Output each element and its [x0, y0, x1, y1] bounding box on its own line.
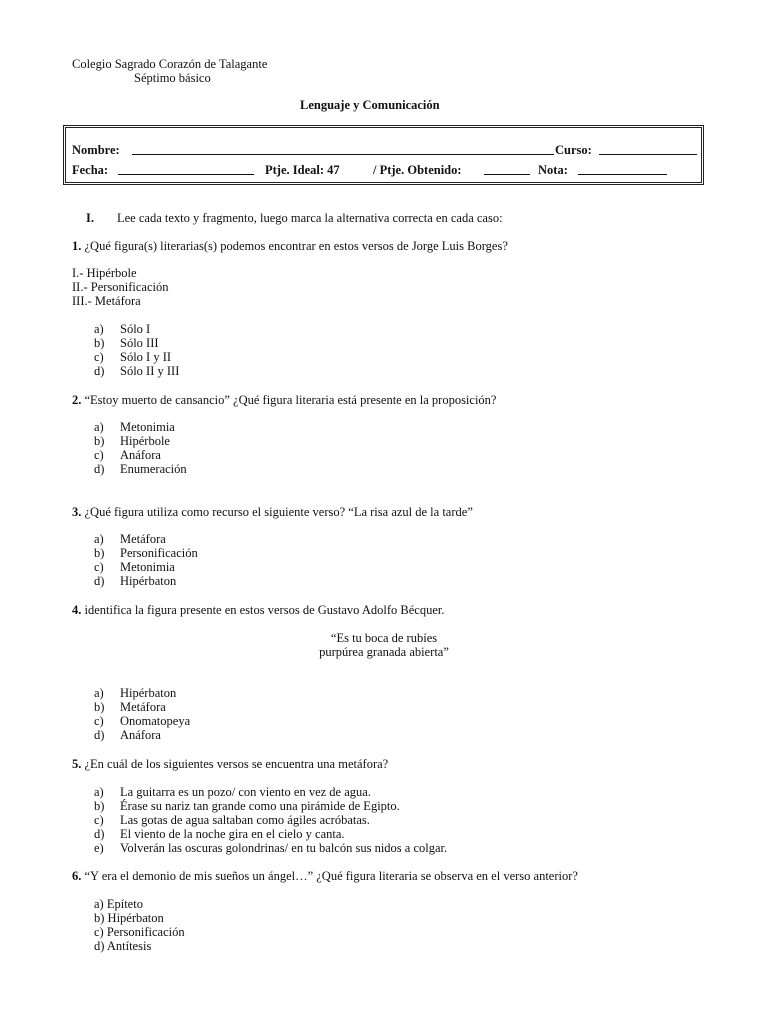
option-letter: b)	[94, 700, 105, 714]
answer-option[interactable]	[94, 700, 166, 714]
question-6	[72, 869, 578, 883]
option-text: Hipérbaton	[107, 911, 164, 925]
question-3	[72, 505, 473, 519]
option-text: Sólo I	[120, 322, 151, 336]
option-letter: b)	[94, 434, 105, 448]
answer-option[interactable]	[94, 364, 179, 378]
answer-option[interactable]	[94, 714, 190, 728]
question-number: 3.	[72, 505, 82, 519]
option-text: Metonimia	[120, 420, 175, 434]
question-text: ¿En cuál de los siguientes versos se encuentra una metáfora?	[84, 757, 389, 771]
ptje-obtenido-label: / Ptje. Obtenido:	[373, 163, 462, 177]
question-1	[72, 239, 508, 253]
answer-option[interactable]	[94, 925, 185, 939]
ptje-ideal: Ptje. Ideal: 47	[265, 163, 340, 177]
option-letter: a)	[94, 686, 104, 700]
option-letter: e)	[94, 841, 104, 855]
answer-option[interactable]	[94, 434, 170, 448]
option-letter: d)	[94, 827, 105, 841]
option-text: Hipérbaton	[120, 686, 177, 700]
question-text: “Y era el demonio de mis sueños un ángel…” ¿Qué figura literaria se observa en el verso anterior?	[84, 869, 578, 883]
answer-option[interactable]	[94, 827, 345, 841]
option-text: Onomatopeya	[120, 714, 191, 728]
option-letter: b)	[94, 336, 105, 350]
answer-option[interactable]	[94, 448, 161, 462]
question-text: ¿Qué figura(s) literarias(s) podemos encontrar en estos versos de Jorge Luis Borges?	[84, 239, 508, 253]
answer-option[interactable]	[94, 420, 175, 434]
option-letter: c)	[94, 560, 104, 574]
answer-option[interactable]	[94, 841, 447, 855]
fecha-label: Fecha:	[72, 163, 109, 177]
answer-option[interactable]	[94, 574, 176, 588]
option-letter: c)	[94, 925, 104, 939]
option-text: Hipérbole	[120, 434, 170, 448]
option-letter: d)	[94, 939, 105, 953]
nota-label: Nota:	[538, 163, 568, 177]
answer-option[interactable]	[94, 728, 161, 742]
section-number: I.	[86, 211, 94, 225]
verse-line-1: “Es tu boca de rubíes	[330, 631, 438, 645]
q1-item-2: II.- Personificación	[72, 280, 169, 294]
option-letter: b)	[94, 546, 105, 560]
subject-title: Lenguaje y Comunicación	[300, 98, 440, 112]
option-text: Sólo I y II	[120, 350, 172, 364]
option-text: Sólo II y III	[120, 364, 180, 378]
option-text: Érase su nariz tan grande como una pirámide de Egipto.	[120, 799, 400, 813]
option-text: El viento de la noche gira en el cielo y canta.	[120, 827, 345, 841]
ptje-obtenido-field[interactable]	[484, 163, 530, 175]
option-text: Anáfora	[120, 728, 161, 742]
option-letter: a)	[94, 785, 104, 799]
option-letter: a)	[94, 420, 104, 434]
option-letter: d)	[94, 728, 105, 742]
option-letter: d)	[94, 574, 105, 588]
answer-option[interactable]	[94, 462, 187, 476]
option-text: Metáfora	[120, 532, 166, 546]
option-letter: c)	[94, 813, 104, 827]
fecha-field[interactable]	[118, 163, 254, 175]
curso-field[interactable]	[599, 143, 697, 155]
answer-option[interactable]	[94, 350, 171, 364]
option-text: Personificación	[106, 925, 185, 939]
nota-field[interactable]	[578, 163, 667, 175]
grade-label: Séptimo básico	[134, 71, 211, 85]
option-text: Sólo III	[120, 336, 159, 350]
option-letter: a)	[94, 532, 104, 546]
question-text: ¿Qué figura utiliza como recurso el siguiente verso? “La risa azul de la tarde”	[84, 505, 473, 519]
answer-option[interactable]	[94, 546, 198, 560]
question-number: 4.	[72, 603, 82, 617]
answer-option[interactable]	[94, 785, 371, 799]
question-number: 5.	[72, 757, 82, 771]
question-text: identifica la figura presente en estos versos de Gustavo Adolfo Bécquer.	[84, 603, 445, 617]
answer-option[interactable]	[94, 560, 175, 574]
option-text: Hipérbaton	[120, 574, 177, 588]
option-letter: b)	[94, 911, 105, 925]
question-2	[72, 393, 496, 407]
option-text: Metonimia	[120, 560, 175, 574]
option-text: Anáfora	[120, 448, 161, 462]
option-text: Enumeración	[120, 462, 187, 476]
answer-option[interactable]	[94, 686, 176, 700]
option-letter: b)	[94, 799, 105, 813]
school-name: Colegio Sagrado Corazón de Talagante	[72, 57, 268, 71]
option-text: La guitarra es un pozo/ con viento en vez de agua.	[120, 785, 371, 799]
option-letter: c)	[94, 448, 104, 462]
answer-option[interactable]	[94, 532, 166, 546]
option-letter: d)	[94, 364, 105, 378]
option-text: Personificación	[120, 546, 198, 560]
curso-label: Curso:	[555, 143, 592, 157]
section-instruction: Lee cada texto y fragmento, luego marca la alternativa correcta en cada caso:	[117, 211, 503, 225]
verse-line-2: purpúrea granada abierta”	[319, 645, 449, 659]
q1-item-3: III.- Metáfora	[72, 294, 141, 308]
option-letter: c)	[94, 714, 104, 728]
option-text: Metáfora	[120, 700, 166, 714]
option-letter: c)	[94, 350, 104, 364]
answer-option[interactable]	[94, 939, 151, 953]
question-number: 1.	[72, 239, 82, 253]
option-text: Antítesis	[106, 939, 152, 953]
answer-option[interactable]	[94, 813, 370, 827]
nombre-label: Nombre:	[72, 143, 120, 157]
question-text: “Estoy muerto de cansancio” ¿Qué figura literaria está presente en la proposición?	[84, 393, 497, 407]
option-letter: a)	[94, 322, 104, 336]
nombre-field[interactable]	[132, 143, 554, 155]
answer-option[interactable]	[94, 799, 400, 813]
option-letter: a)	[94, 897, 104, 911]
q1-item-1: I.- Hipérbole	[72, 266, 137, 280]
answer-option[interactable]	[94, 911, 164, 925]
question-number: 6.	[72, 869, 82, 883]
answer-option[interactable]	[94, 322, 150, 336]
option-text: Epíteto	[106, 897, 143, 911]
question-4	[72, 603, 444, 617]
option-text: Volverán las oscuras golondrinas/ en tu balcón sus nidos a colgar.	[120, 841, 448, 855]
answer-option[interactable]	[94, 897, 143, 911]
option-text: Las gotas de agua saltaban como ágiles acróbatas.	[120, 813, 370, 827]
answer-option[interactable]	[94, 336, 159, 350]
question-5	[72, 757, 388, 771]
question-number: 2.	[72, 393, 82, 407]
option-letter: d)	[94, 462, 105, 476]
